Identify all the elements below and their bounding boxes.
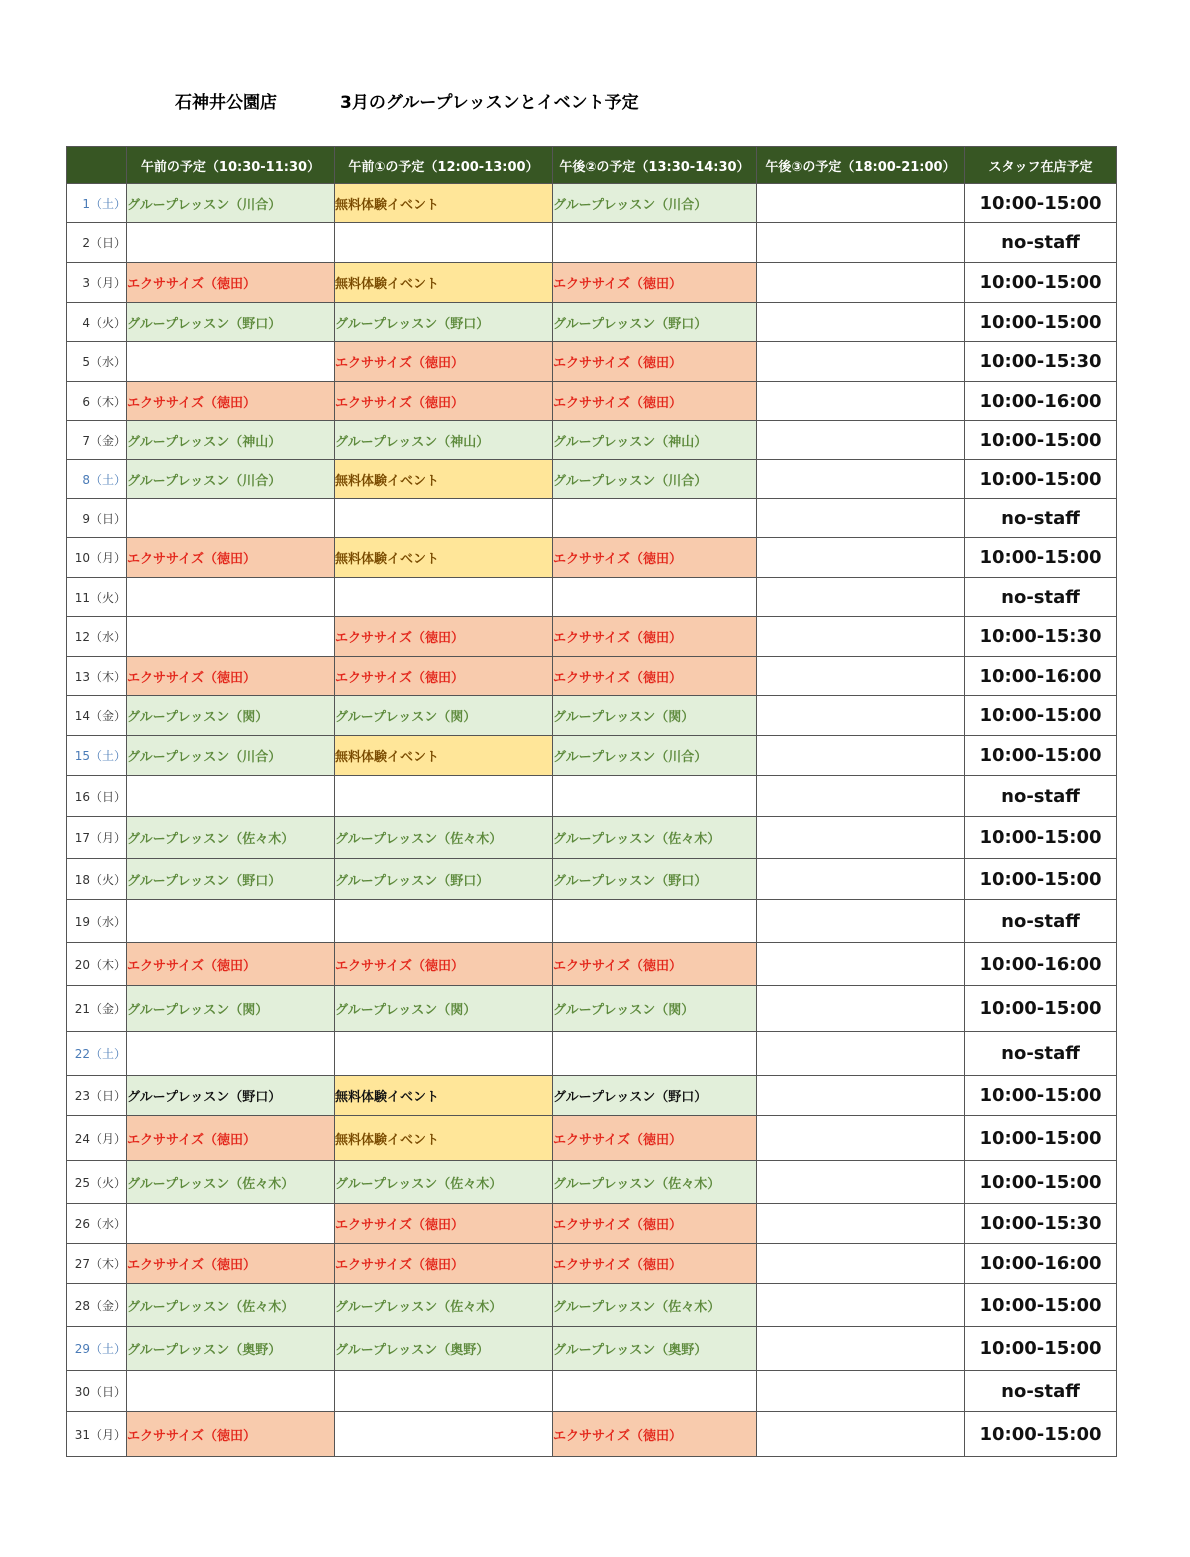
schedule-cell: エクササイズ（徳田） bbox=[127, 657, 335, 696]
schedule-cell bbox=[127, 1371, 335, 1412]
schedule-cell bbox=[127, 617, 335, 657]
schedule-cell: グループレッスン（野口） bbox=[553, 1076, 757, 1116]
schedule-cell: グループレッスン（神山） bbox=[127, 421, 335, 460]
date-cell: 8（土） bbox=[67, 460, 127, 499]
schedule-cell bbox=[757, 617, 965, 657]
schedule-cell: エクササイズ（徳田） bbox=[553, 1412, 757, 1457]
date-cell: 21（金） bbox=[67, 986, 127, 1032]
date-cell: 18（火） bbox=[67, 859, 127, 900]
schedule-cell: 無料体験イベント bbox=[335, 538, 553, 578]
schedule-cell: グループレッスン（関） bbox=[335, 986, 553, 1032]
schedule-table bbox=[66, 146, 1117, 1457]
schedule-cell bbox=[127, 1032, 335, 1076]
schedule-cell: グループレッスン（関） bbox=[335, 696, 553, 736]
staff-cell: no-staff bbox=[965, 223, 1117, 263]
date-cell: 14（金） bbox=[67, 696, 127, 736]
staff-cell: no-staff bbox=[965, 776, 1117, 817]
schedule-cell: グループレッスン（神山） bbox=[335, 421, 553, 460]
schedule-cell: グループレッスン（佐々木） bbox=[335, 817, 553, 859]
staff-cell: 10:00-15:00 bbox=[965, 736, 1117, 776]
schedule-cell: 無料体験イベント bbox=[335, 736, 553, 776]
schedule-cell bbox=[335, 1412, 553, 1457]
date-cell: 17（月） bbox=[67, 817, 127, 859]
schedule-cell bbox=[127, 499, 335, 538]
schedule-cell: エクササイズ（徳田） bbox=[335, 617, 553, 657]
schedule-cell bbox=[757, 943, 965, 986]
table-row bbox=[67, 1032, 1117, 1076]
table-row bbox=[67, 1412, 1117, 1457]
date-cell: 5（水） bbox=[67, 342, 127, 382]
date-cell: 19（水） bbox=[67, 900, 127, 943]
staff-cell: 10:00-15:30 bbox=[965, 617, 1117, 657]
date-cell: 12（水） bbox=[67, 617, 127, 657]
date-cell: 28（金） bbox=[67, 1284, 127, 1327]
schedule-cell bbox=[757, 1161, 965, 1204]
schedule-cell: グループレッスン（野口） bbox=[335, 859, 553, 900]
table-row bbox=[67, 382, 1117, 421]
date-cell: 24（月） bbox=[67, 1116, 127, 1161]
schedule-cell bbox=[757, 184, 965, 223]
schedule-cell: 無料体験イベント bbox=[335, 460, 553, 499]
schedule-cell: グループレッスン（川合） bbox=[553, 736, 757, 776]
schedule-cell: エクササイズ（徳田） bbox=[335, 382, 553, 421]
schedule-cell bbox=[335, 223, 553, 263]
schedule-cell: グループレッスン（奥野） bbox=[127, 1327, 335, 1371]
schedule-cell bbox=[127, 900, 335, 943]
staff-cell: 10:00-15:00 bbox=[965, 263, 1117, 303]
schedule-cell bbox=[553, 1371, 757, 1412]
date-cell: 25（火） bbox=[67, 1161, 127, 1204]
schedule-cell: グループレッスン（奥野） bbox=[553, 1327, 757, 1371]
schedule-cell: グループレッスン（野口） bbox=[335, 303, 553, 342]
staff-cell: no-staff bbox=[965, 1032, 1117, 1076]
table-row bbox=[67, 696, 1117, 736]
schedule-cell: グループレッスン（関） bbox=[553, 986, 757, 1032]
schedule-cell: グループレッスン（佐々木） bbox=[335, 1284, 553, 1327]
schedule-cell bbox=[757, 817, 965, 859]
table-row bbox=[67, 617, 1117, 657]
staff-cell: 10:00-15:00 bbox=[965, 460, 1117, 499]
table-row bbox=[67, 776, 1117, 817]
table-row bbox=[67, 1371, 1117, 1412]
schedule-cell bbox=[127, 578, 335, 617]
schedule-cell: グループレッスン（佐々木） bbox=[553, 817, 757, 859]
staff-cell: no-staff bbox=[965, 499, 1117, 538]
schedule-cell bbox=[757, 421, 965, 460]
schedule-cell bbox=[127, 776, 335, 817]
staff-cell: 10:00-15:00 bbox=[965, 817, 1117, 859]
schedule-cell bbox=[757, 538, 965, 578]
schedule-cell: グループレッスン（佐々木） bbox=[127, 1161, 335, 1204]
schedule-cell bbox=[757, 776, 965, 817]
table-row bbox=[67, 1116, 1117, 1161]
staff-cell: 10:00-16:00 bbox=[965, 943, 1117, 986]
schedule-cell: エクササイズ（徳田） bbox=[553, 617, 757, 657]
schedule-cell: グループレッスン（関） bbox=[127, 696, 335, 736]
staff-cell: 10:00-15:00 bbox=[965, 303, 1117, 342]
schedule-cell: グループレッスン（佐々木） bbox=[553, 1161, 757, 1204]
schedule-cell bbox=[553, 900, 757, 943]
schedule-cell: グループレッスン（佐々木） bbox=[335, 1161, 553, 1204]
schedule-cell bbox=[757, 1327, 965, 1371]
schedule-cell: グループレッスン（野口） bbox=[127, 859, 335, 900]
staff-cell: 10:00-16:00 bbox=[965, 1244, 1117, 1284]
schedule-cell: グループレッスン（川合） bbox=[127, 184, 335, 223]
date-cell: 1（土） bbox=[67, 184, 127, 223]
staff-cell: 10:00-16:00 bbox=[965, 382, 1117, 421]
schedule-cell bbox=[335, 1371, 553, 1412]
header-staff: スタッフ在店予定 bbox=[965, 147, 1117, 184]
schedule-cell: エクササイズ（徳田） bbox=[127, 1116, 335, 1161]
schedule-cell bbox=[757, 303, 965, 342]
table-row bbox=[67, 1284, 1117, 1327]
schedule-cell bbox=[757, 1244, 965, 1284]
schedule-cell: エクササイズ（徳田） bbox=[335, 342, 553, 382]
staff-cell: 10:00-15:00 bbox=[965, 1076, 1117, 1116]
staff-cell: 10:00-15:30 bbox=[965, 1204, 1117, 1244]
staff-cell: 10:00-15:00 bbox=[965, 696, 1117, 736]
table-row bbox=[67, 303, 1117, 342]
schedule-cell: グループレッスン（野口） bbox=[553, 859, 757, 900]
schedule-cell bbox=[757, 342, 965, 382]
table-row bbox=[67, 900, 1117, 943]
schedule-cell bbox=[335, 1032, 553, 1076]
schedule-cell: エクササイズ（徳田） bbox=[553, 1116, 757, 1161]
schedule-cell bbox=[553, 499, 757, 538]
schedule-cell bbox=[757, 986, 965, 1032]
header-slot1: 午前①の予定（12:00-13:00） bbox=[335, 147, 553, 184]
schedule-cell bbox=[757, 578, 965, 617]
schedule-cell: エクササイズ（徳田） bbox=[335, 657, 553, 696]
date-cell: 9（日） bbox=[67, 499, 127, 538]
schedule-cell: グループレッスン（川合） bbox=[127, 460, 335, 499]
table-row bbox=[67, 859, 1117, 900]
schedule-cell: エクササイズ（徳田） bbox=[127, 538, 335, 578]
header-slot2: 午後②の予定（13:30-14:30） bbox=[553, 147, 757, 184]
schedule-cell bbox=[757, 736, 965, 776]
table-row bbox=[67, 1244, 1117, 1284]
schedule-cell bbox=[553, 776, 757, 817]
schedule-cell: エクササイズ（徳田） bbox=[127, 382, 335, 421]
schedule-cell: グループレッスン（佐々木） bbox=[127, 1284, 335, 1327]
schedule-cell bbox=[757, 1412, 965, 1457]
staff-cell: 10:00-15:30 bbox=[965, 342, 1117, 382]
table-row bbox=[67, 943, 1117, 986]
header-morning: 午前の予定（10:30-11:30） bbox=[127, 147, 335, 184]
date-cell: 3（月） bbox=[67, 263, 127, 303]
page-title: 3月のグループレッスンとイベント予定 bbox=[340, 93, 639, 113]
date-cell: 2（日） bbox=[67, 223, 127, 263]
schedule-cell: グループレッスン（野口） bbox=[553, 303, 757, 342]
table-row bbox=[67, 1161, 1117, 1204]
date-cell: 30（日） bbox=[67, 1371, 127, 1412]
schedule-cell bbox=[757, 460, 965, 499]
header-slot3: 午後③の予定（18:00-21:00） bbox=[757, 147, 965, 184]
date-cell: 11（火） bbox=[67, 578, 127, 617]
schedule-cell bbox=[757, 859, 965, 900]
date-cell: 20（木） bbox=[67, 943, 127, 986]
schedule-cell: エクササイズ（徳田） bbox=[553, 538, 757, 578]
schedule-cell: エクササイズ（徳田） bbox=[553, 1244, 757, 1284]
header-date bbox=[67, 147, 127, 184]
date-cell: 27（木） bbox=[67, 1244, 127, 1284]
schedule-cell bbox=[757, 657, 965, 696]
schedule-cell bbox=[553, 1032, 757, 1076]
schedule-cell: エクササイズ（徳田） bbox=[553, 342, 757, 382]
staff-cell: 10:00-15:00 bbox=[965, 184, 1117, 223]
schedule-cell: 無料体験イベント bbox=[335, 1076, 553, 1116]
staff-cell: 10:00-15:00 bbox=[965, 1412, 1117, 1457]
date-cell: 23（日） bbox=[67, 1076, 127, 1116]
schedule-cell: エクササイズ（徳田） bbox=[553, 1204, 757, 1244]
schedule-cell: エクササイズ（徳田） bbox=[553, 657, 757, 696]
schedule-cell bbox=[127, 223, 335, 263]
date-cell: 10（月） bbox=[67, 538, 127, 578]
schedule-cell: グループレッスン（川合） bbox=[553, 184, 757, 223]
schedule-cell bbox=[553, 223, 757, 263]
table-row bbox=[67, 342, 1117, 382]
schedule-cell: エクササイズ（徳田） bbox=[127, 943, 335, 986]
schedule-cell bbox=[335, 578, 553, 617]
schedule-cell bbox=[757, 900, 965, 943]
staff-cell: 10:00-15:00 bbox=[965, 1284, 1117, 1327]
date-cell: 4（火） bbox=[67, 303, 127, 342]
date-cell: 29（土） bbox=[67, 1327, 127, 1371]
date-cell: 31（月） bbox=[67, 1412, 127, 1457]
schedule-cell bbox=[757, 1204, 965, 1244]
table-row bbox=[67, 817, 1117, 859]
table-row bbox=[67, 1076, 1117, 1116]
schedule-cell: グループレッスン（野口） bbox=[127, 303, 335, 342]
date-cell: 16（日） bbox=[67, 776, 127, 817]
table-row bbox=[67, 578, 1117, 617]
staff-cell: 10:00-15:00 bbox=[965, 1327, 1117, 1371]
schedule-cell bbox=[335, 776, 553, 817]
staff-cell: 10:00-15:00 bbox=[965, 538, 1117, 578]
schedule-cell: 無料体験イベント bbox=[335, 263, 553, 303]
table-row bbox=[67, 460, 1117, 499]
staff-cell: 10:00-15:00 bbox=[965, 1161, 1117, 1204]
schedule-cell: グループレッスン（佐々木） bbox=[553, 1284, 757, 1327]
date-cell: 22（土） bbox=[67, 1032, 127, 1076]
staff-cell: no-staff bbox=[965, 1371, 1117, 1412]
staff-cell: 10:00-15:00 bbox=[965, 421, 1117, 460]
schedule-cell bbox=[757, 1284, 965, 1327]
schedule-cell: グループレッスン（神山） bbox=[553, 421, 757, 460]
schedule-cell bbox=[757, 696, 965, 736]
schedule-cell: グループレッスン（川合） bbox=[127, 736, 335, 776]
table-row bbox=[67, 986, 1117, 1032]
staff-cell: 10:00-15:00 bbox=[965, 986, 1117, 1032]
table-row bbox=[67, 263, 1117, 303]
schedule-cell: エクササイズ（徳田） bbox=[335, 1244, 553, 1284]
schedule-cell bbox=[127, 1204, 335, 1244]
date-cell: 7（金） bbox=[67, 421, 127, 460]
schedule-cell bbox=[335, 900, 553, 943]
title-row bbox=[0, 88, 1190, 114]
header-row bbox=[67, 147, 1117, 184]
schedule-cell: エクササイズ（徳田） bbox=[127, 263, 335, 303]
store-name: 石神井公園店 bbox=[175, 93, 277, 113]
schedule-cell: グループレッスン（奥野） bbox=[335, 1327, 553, 1371]
schedule-cell: 無料体験イベント bbox=[335, 1116, 553, 1161]
schedule-cell bbox=[757, 1076, 965, 1116]
date-cell: 13（木） bbox=[67, 657, 127, 696]
schedule-cell: グループレッスン（野口） bbox=[127, 1076, 335, 1116]
schedule-cell bbox=[757, 1032, 965, 1076]
table-row bbox=[67, 1204, 1117, 1244]
schedule-cell: エクササイズ（徳田） bbox=[335, 1204, 553, 1244]
schedule-cell bbox=[553, 578, 757, 617]
schedule-cell bbox=[127, 342, 335, 382]
date-cell: 6（木） bbox=[67, 382, 127, 421]
schedule-cell bbox=[757, 263, 965, 303]
schedule-cell bbox=[757, 223, 965, 263]
table-row bbox=[67, 1327, 1117, 1371]
schedule-cell bbox=[757, 382, 965, 421]
schedule-cell: エクササイズ（徳田） bbox=[553, 382, 757, 421]
schedule-cell: エクササイズ（徳田） bbox=[553, 263, 757, 303]
schedule-cell: エクササイズ（徳田） bbox=[127, 1412, 335, 1457]
table-row bbox=[67, 736, 1117, 776]
schedule-cell: エクササイズ（徳田） bbox=[335, 943, 553, 986]
schedule-cell: エクササイズ（徳田） bbox=[553, 943, 757, 986]
staff-cell: 10:00-16:00 bbox=[965, 657, 1117, 696]
schedule-cell: グループレッスン（佐々木） bbox=[127, 817, 335, 859]
schedule-cell: 無料体験イベント bbox=[335, 184, 553, 223]
table-row bbox=[67, 421, 1117, 460]
schedule-cell: グループレッスン（関） bbox=[127, 986, 335, 1032]
table-row bbox=[67, 499, 1117, 538]
schedule-cell bbox=[757, 1371, 965, 1412]
staff-cell: 10:00-15:00 bbox=[965, 1116, 1117, 1161]
schedule-cell: グループレッスン（関） bbox=[553, 696, 757, 736]
schedule-cell bbox=[757, 1116, 965, 1161]
schedule-cell bbox=[757, 499, 965, 538]
table-row bbox=[67, 538, 1117, 578]
schedule-cell: グループレッスン（川合） bbox=[553, 460, 757, 499]
staff-cell: no-staff bbox=[965, 578, 1117, 617]
date-cell: 15（土） bbox=[67, 736, 127, 776]
table-row bbox=[67, 657, 1117, 696]
schedule-cell bbox=[335, 499, 553, 538]
date-cell: 26（水） bbox=[67, 1204, 127, 1244]
schedule-cell: エクササイズ（徳田） bbox=[127, 1244, 335, 1284]
table-row bbox=[67, 223, 1117, 263]
table-row bbox=[67, 184, 1117, 223]
staff-cell: 10:00-15:00 bbox=[965, 859, 1117, 900]
staff-cell: no-staff bbox=[965, 900, 1117, 943]
